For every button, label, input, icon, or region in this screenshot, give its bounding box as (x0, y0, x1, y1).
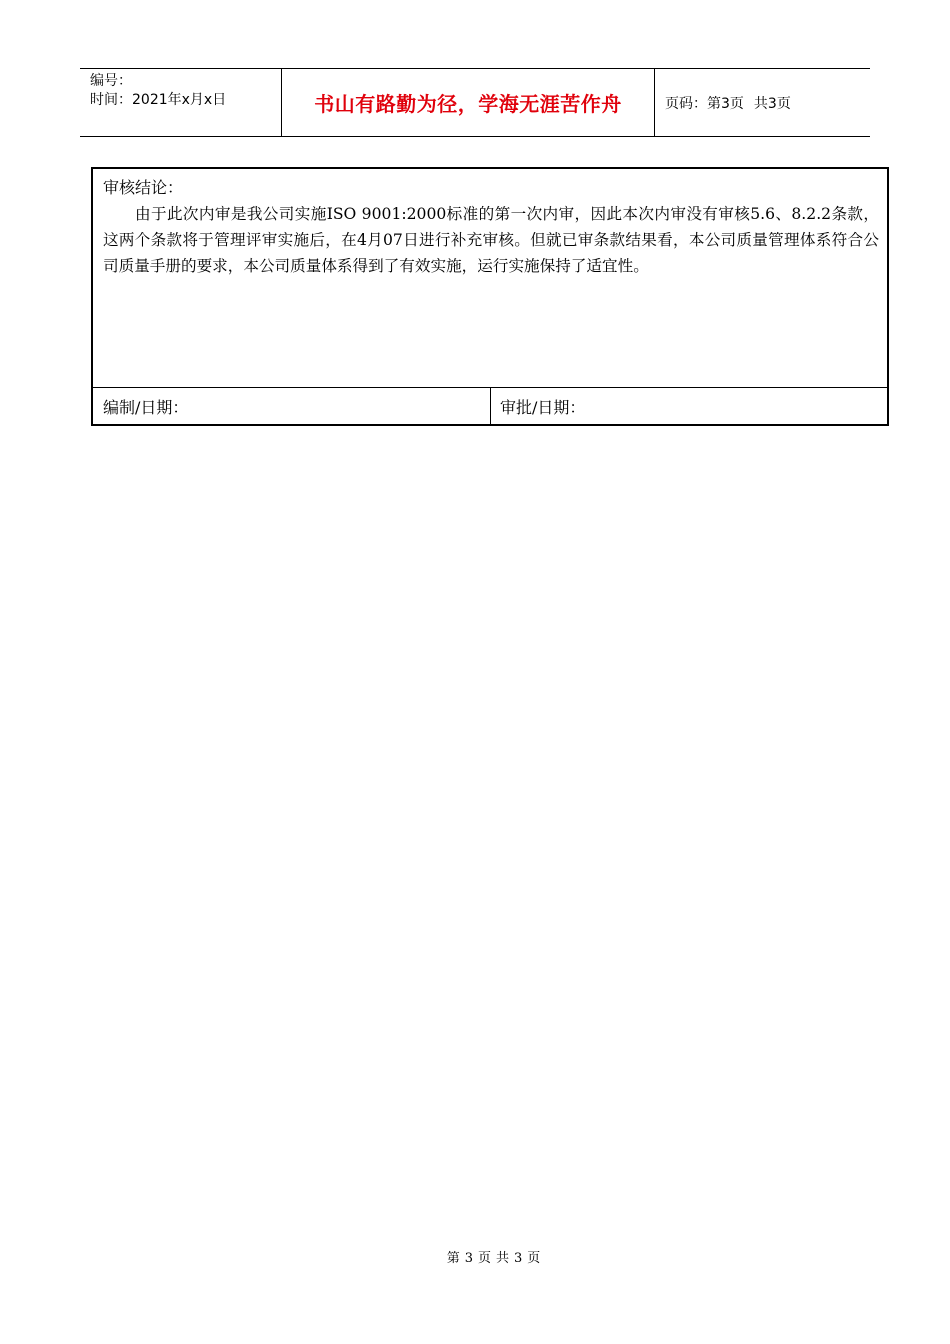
conclusion-text: 由于此次内审是我公司实施ISO 9001:2000标准的第一次内审，因此本次内审没有审核5.6、8.2.2条款，这两个条款将于管理评审实施后，在4月07日进行补充审核。但就已审条款结果看，本公司质量管理体系符合公司质量手册的要求，本公司质量体系得到了有效实施，运行实施保持了适宜性。 (103, 205, 879, 275)
approved-by-date-label: 审批/日期： (500, 397, 586, 417)
footer-page-unit: 页 (477, 1251, 491, 1266)
document-header (80, 68, 870, 137)
signature-divider (490, 388, 491, 424)
document-date-label: 时间：2021年x月x日 (90, 92, 227, 108)
document-number-label: 编号： (90, 73, 132, 89)
footer-page-prefix: 第 (446, 1251, 460, 1266)
header-page-total: 共3页 (753, 95, 791, 112)
footer-current-page: 3 (464, 1251, 473, 1266)
conclusion-label: 审核结论： (103, 178, 184, 197)
signature-row (93, 388, 887, 424)
footer-total-pages: 3 (514, 1251, 523, 1266)
page-footer (0, 1247, 950, 1266)
audit-conclusion-table (91, 167, 889, 426)
header-motto: 书山有路勤为径，学海无涯苦作舟 (314, 92, 622, 116)
footer-total-prefix: 共 (496, 1251, 510, 1266)
conclusion-cell (93, 169, 887, 388)
prepared-by-date-label: 编制/日期： (103, 397, 189, 417)
header-divider (654, 69, 655, 136)
header-page-info (665, 69, 791, 136)
header-page-number: 页码：第3页 (665, 95, 744, 112)
header-meta (90, 72, 226, 110)
footer-total-unit: 页 (527, 1251, 541, 1266)
